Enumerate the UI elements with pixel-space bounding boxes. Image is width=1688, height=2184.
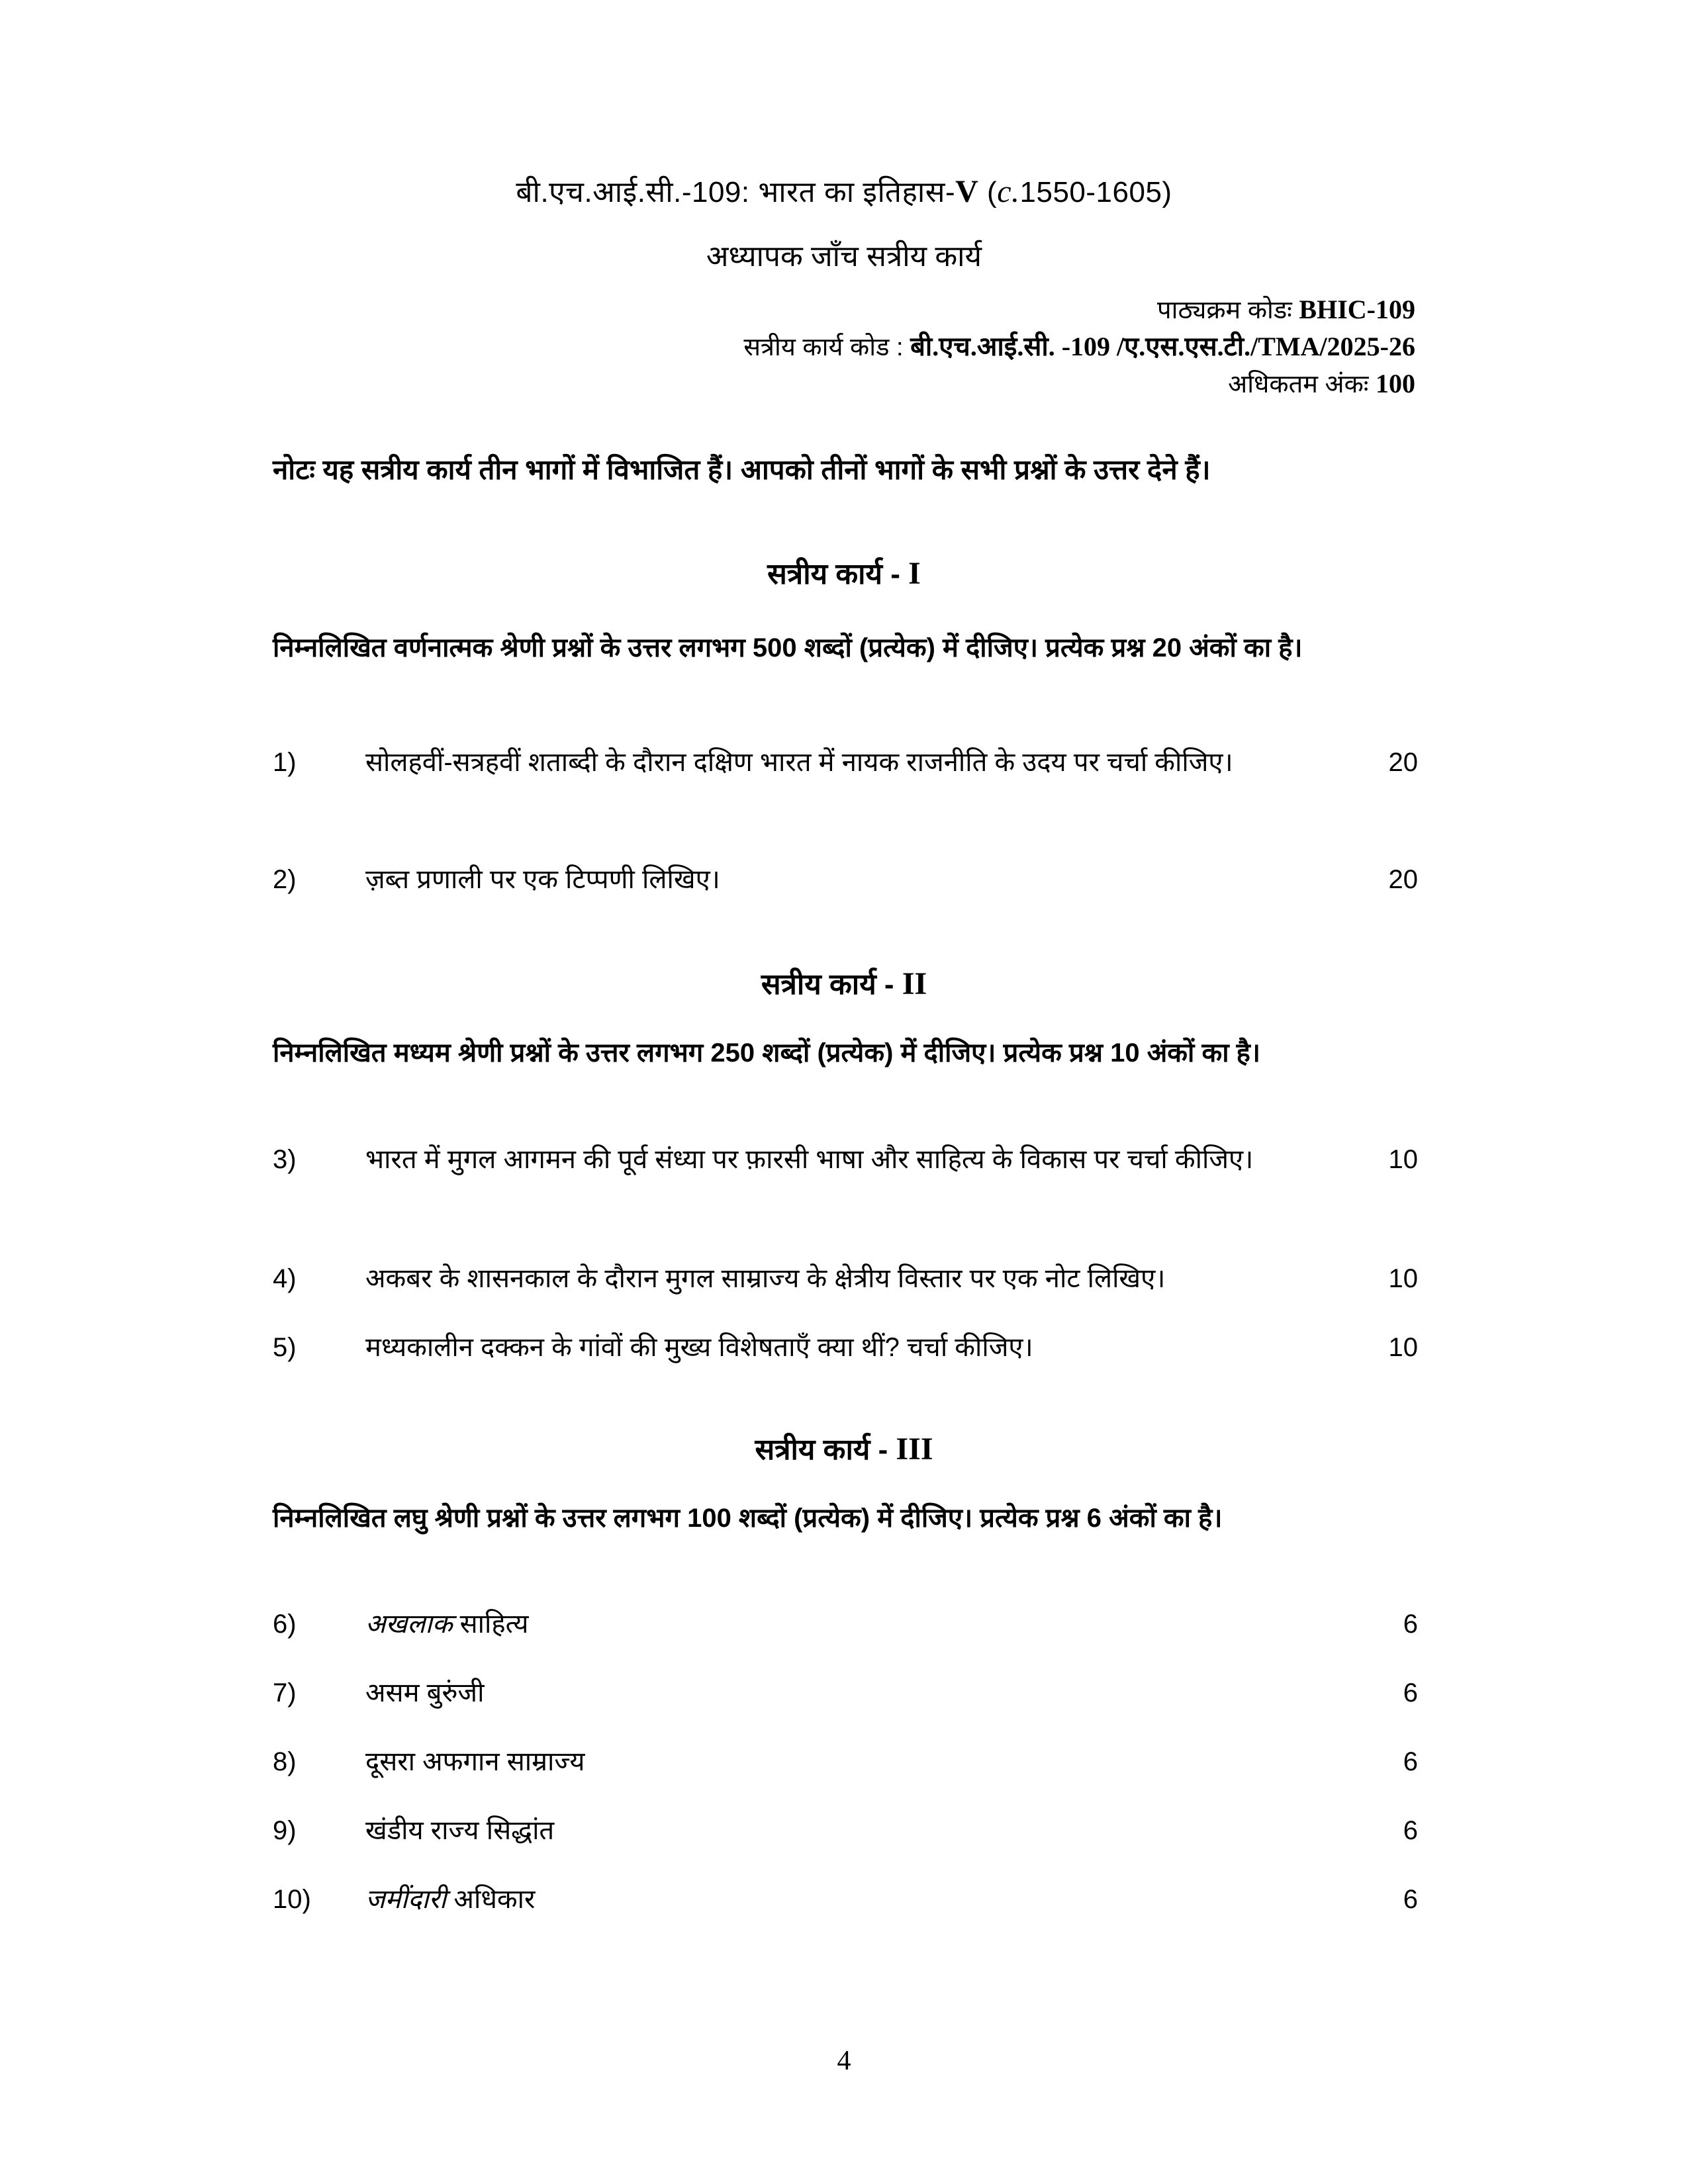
section-heading-label: सत्रीय कार्य - (767, 558, 909, 590)
document-title (0, 171, 1688, 210)
question-item (273, 1325, 1418, 1370)
question-item (273, 1670, 1418, 1715)
question-text: भारत में मुगल आगमन की पूर्व संध्या पर फ़ारसी भाषा और साहित्य के विकास पर चर्चा कीजिए। (365, 1145, 1254, 1174)
question-marks: 6 (1403, 1678, 1418, 1707)
course-code (1157, 291, 1415, 329)
question-marks: 10 (1388, 1145, 1418, 1174)
question-text: मध्यकालीन दक्कन के गांवों की मुख्य विशेषताएँ क्या थीं? चर्चा कीजिए। (365, 1333, 1033, 1362)
question-item (273, 1137, 1418, 1182)
question-text-rest: साहित्य (452, 1610, 529, 1639)
section-roman-numeral: II (902, 966, 927, 1001)
question-italic-term: अखलाक (365, 1610, 453, 1639)
question-text (365, 1877, 1358, 1922)
question-item (273, 740, 1418, 785)
section-heading-3 (0, 1428, 1688, 1468)
question-text: असम बुरुंजी (365, 1678, 485, 1707)
question-italic-term: जमींदारी (365, 1885, 447, 1914)
question-text (365, 1602, 1358, 1647)
page-number: 4 (837, 2046, 851, 2076)
section-roman-numeral: III (896, 1432, 933, 1467)
question-number: 10) (273, 1885, 311, 1914)
question-marks: 6 (1403, 1747, 1418, 1776)
question-marks: 20 (1388, 748, 1418, 777)
question-item (273, 1808, 1418, 1853)
assignment-code-label: सत्रीय कार्य कोड : (743, 334, 911, 361)
title-roman-numeral: V (955, 174, 979, 209)
question-marks: 6 (1403, 1816, 1418, 1845)
title-open-paren: ( (987, 176, 998, 208)
question-marks: 10 (1388, 1333, 1418, 1362)
question-item (273, 1877, 1418, 1922)
question-marks: 20 (1388, 865, 1418, 894)
question-text: अकबर के शासनकाल के दौरान मुगल साम्राज्य के क्षेत्रीय विस्तार पर एक नोट लिखिए। (365, 1264, 1166, 1293)
question-number: 1) (273, 748, 297, 777)
max-marks-label: अधिकतम अंकः (1228, 371, 1376, 398)
question-item (273, 1256, 1418, 1301)
question-text: दूसरा अफगान साम्राज्य (365, 1747, 585, 1776)
section-2-instruction: निम्नलिखित मध्यम श्रेणी प्रश्नों के उत्तर लगभग 250 शब्दों (प्रत्येक) में दीजिए। प्रत्येक प्रश्न 10 अंकों का है। (273, 1038, 1261, 1068)
section-roman-numeral: I (908, 556, 921, 591)
question-number: 6) (273, 1610, 297, 1639)
title-years: 1550-1605) (1019, 176, 1172, 208)
question-number: 3) (273, 1145, 297, 1174)
question-item (273, 1739, 1418, 1784)
assignment-code-value: बी.एच.आई.सी. -109 /ए.एस.एस.टी./TMA/2025-26 (910, 332, 1415, 361)
question-marks: 6 (1403, 1610, 1418, 1639)
course-code-value: BHIC-109 (1299, 295, 1415, 324)
question-marks: 6 (1403, 1885, 1418, 1914)
section-3-instruction: निम्नलिखित लघु श्रेणी प्रश्नों के उत्तर लगभग 100 शब्दों (प्रत्येक) में दीजिए। प्रत्येक प्रश्न 6 अंकों का है। (273, 1504, 1223, 1533)
title-prefix: बी.एच.आई.सी.-109: भारत का इतिहास- (516, 176, 956, 208)
course-code-label: पाठ्यक्रम कोडः (1157, 296, 1299, 324)
question-number: 4) (273, 1264, 297, 1293)
question-number: 5) (273, 1333, 297, 1362)
title-circa: c. (997, 174, 1020, 209)
assignment-code (743, 328, 1415, 366)
section-1-instruction: निम्नलिखित वर्णनात्मक श्रेणी प्रश्नों के उत्तर लगभग 500 शब्दों (प्रत्येक) में दीजिए। प्रत्येक प्रश्न 20 अंकों का है। (273, 633, 1303, 662)
question-number: 9) (273, 1816, 297, 1845)
question-text: ज़ब्त प्रणाली पर एक टिप्पणी लिखिए। (365, 865, 720, 894)
question-number: 2) (273, 865, 297, 894)
question-text: सोलहवीं-सत्रहवीं शताब्दी के दौरान दक्षिण भारत में नायक राजनीति के उदय पर चर्चा कीजिए। (365, 748, 1233, 777)
question-number: 7) (273, 1678, 297, 1707)
section-heading-2 (0, 963, 1688, 1003)
max-marks-value: 100 (1376, 369, 1415, 398)
document-subtitle: अध्यापक जाँच सत्रीय कार्य (706, 240, 982, 273)
question-item (273, 857, 1418, 902)
question-text-rest: अधिकार (446, 1885, 536, 1914)
max-marks (1228, 365, 1415, 403)
instructions-note: नोटः यह सत्रीय कार्य तीन भागों में विभाजित हैं। आपको तीनों भागों के सभी प्रश्नों के उत्तर देने हैं। (273, 454, 1211, 485)
section-heading-1 (0, 553, 1688, 592)
question-text: खंडीय राज्य सिद्धांत (365, 1816, 555, 1845)
section-heading-label: सत्रीय कार्य - (755, 1433, 896, 1466)
question-number: 8) (273, 1747, 297, 1776)
question-marks: 10 (1388, 1264, 1418, 1293)
question-item (273, 1602, 1418, 1647)
section-heading-label: सत्रीय कार्य - (761, 968, 902, 1001)
